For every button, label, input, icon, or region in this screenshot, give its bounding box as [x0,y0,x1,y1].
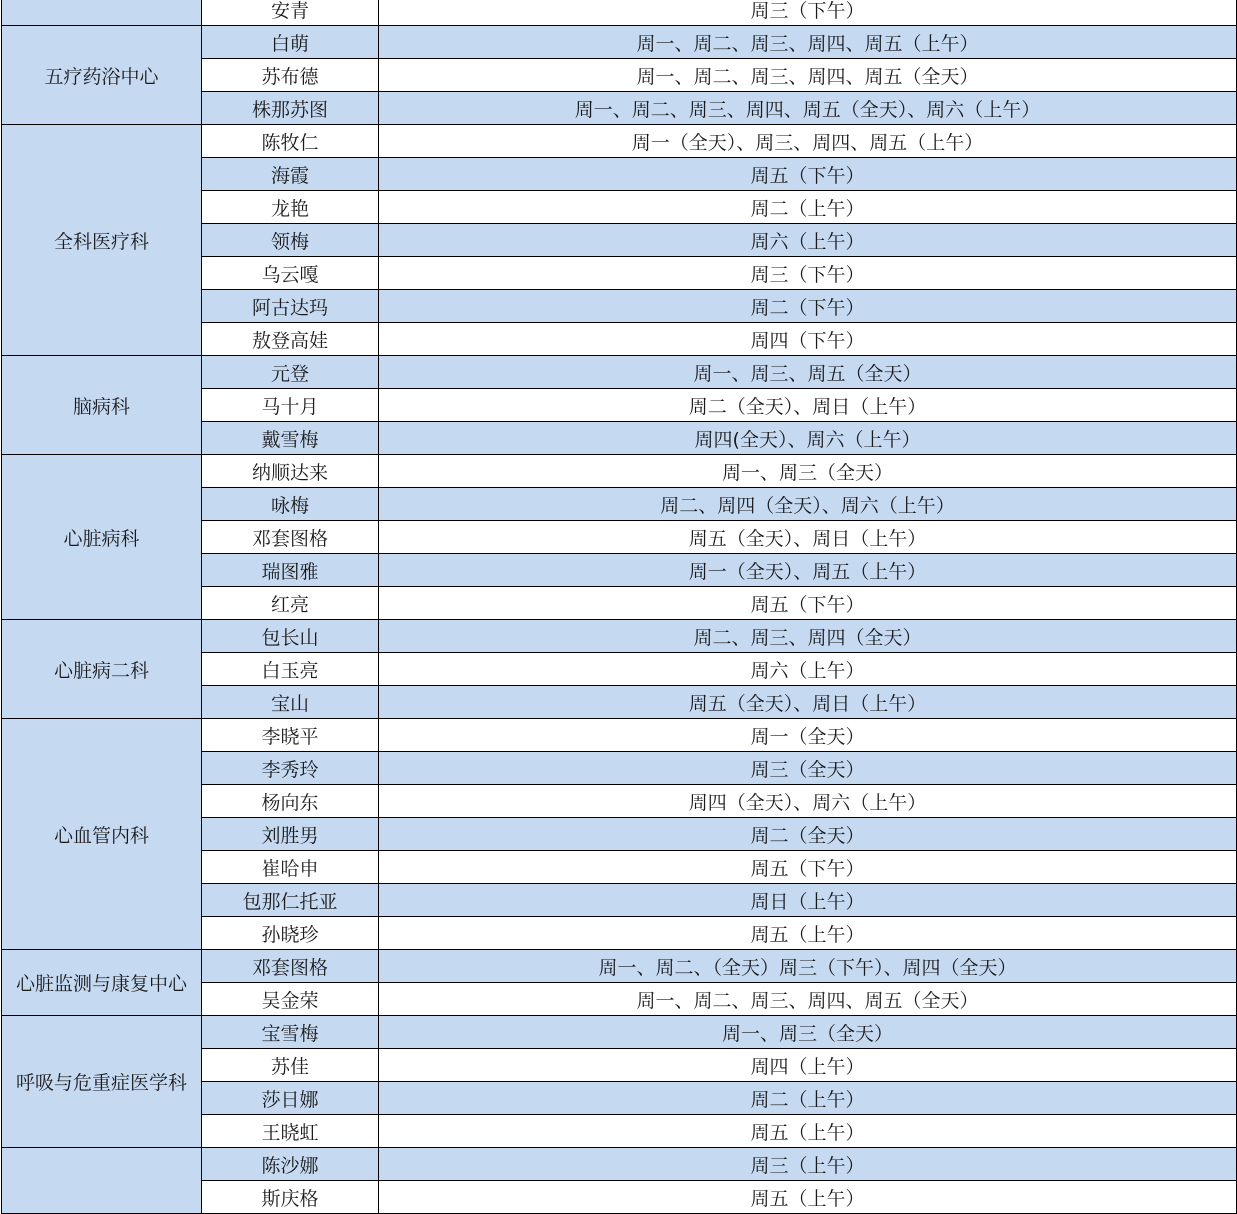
schedule-cell: 周二（上午） [379,1082,1237,1115]
doctor-cell: 莎日娜 [202,1082,379,1115]
schedule-cell: 周五（全天）、周日（上午） [379,686,1237,719]
table-row [2,1148,1237,1181]
doctor-cell: 苏布德 [202,59,379,92]
department-cell: 呼吸与危重症医学科 [2,1016,202,1148]
doctor-cell: 包那仁托亚 [202,884,379,917]
schedule-cell: 周二、周三、周四（全天） [379,620,1237,653]
schedule-cell: 周二（全天） [379,818,1237,851]
schedule-cell: 周三（上午） [379,1148,1237,1181]
schedule-cell: 周一、周二、周三、周四、周五（上午） [379,26,1237,59]
schedule-cell: 周四（全天）、周六（上午） [379,785,1237,818]
schedule-cell: 周三（下午） [379,0,1237,26]
doctor-cell: 崔哈申 [202,851,379,884]
doctor-cell: 宝雪梅 [202,1016,379,1049]
schedule-cell: 周一、周三、周五（全天） [379,356,1237,389]
schedule-cell: 周一、周三（全天） [379,455,1237,488]
table-row [2,1016,1237,1049]
doctor-cell: 红亮 [202,587,379,620]
schedule-cell: 周一（全天） [379,719,1237,752]
schedule-cell: 周四(全天）、周六（上午） [379,422,1237,455]
doctor-cell: 陈沙娜 [202,1148,379,1181]
schedule-cell: 周四（上午） [379,1049,1237,1082]
doctor-cell: 王晓虹 [202,1115,379,1148]
schedule-cell: 周日（上午） [379,884,1237,917]
doctor-cell: 李晓平 [202,719,379,752]
doctor-cell: 瑞图雅 [202,554,379,587]
doctor-cell: 领梅 [202,224,379,257]
table-row [2,0,1237,26]
table-row [2,26,1237,59]
schedule-cell: 周六（上午） [379,653,1237,686]
doctor-cell: 刘胜男 [202,818,379,851]
doctor-cell: 包长山 [202,620,379,653]
schedule-cell: 周二（全天）、周日（上午） [379,389,1237,422]
schedule-cell: 周二（下午） [379,290,1237,323]
doctor-cell: 敖登高娃 [202,323,379,356]
schedule-cell: 周三（全天） [379,752,1237,785]
schedule-cell: 周五（下午） [379,158,1237,191]
department-cell: 心脏病二科 [2,620,202,719]
doctor-cell: 龙艳 [202,191,379,224]
schedule-cell: 周一、周二、（全天）周三（下午）、周四（全天） [379,950,1237,983]
doctor-cell: 纳顺达来 [202,455,379,488]
table-row [2,455,1237,488]
table-row [2,125,1237,158]
doctor-cell: 孙晓珍 [202,917,379,950]
doctor-cell: 元登 [202,356,379,389]
table-row [2,356,1237,389]
doctor-cell: 安青 [202,0,379,26]
doctor-cell: 咏梅 [202,488,379,521]
schedule-cell: 周二、周四（全天）、周六（上午） [379,488,1237,521]
department-cell: 心脏病科 [2,455,202,620]
doctor-cell: 海霞 [202,158,379,191]
department-cell: 全科医疗科 [2,125,202,356]
schedule-cell: 周一（全天）、周三、周四、周五（上午） [379,125,1237,158]
schedule-cell: 周三（下午） [379,257,1237,290]
doctor-cell: 杨向东 [202,785,379,818]
department-cell: 五疗药浴中心 [2,26,202,125]
schedule-cell: 周一、周二、周三、周四、周五（全天）、周六（上午） [379,92,1237,125]
doctor-cell: 李秀玲 [202,752,379,785]
schedule-cell: 周五（全天）、周日（上午） [379,521,1237,554]
doctor-cell: 白玉亮 [202,653,379,686]
department-cell [2,1148,202,1214]
doctor-cell: 邓套图格 [202,950,379,983]
doctor-cell: 苏佳 [202,1049,379,1082]
schedule-cell: 周四（下午） [379,323,1237,356]
department-cell: 心血管内科 [2,719,202,950]
doctor-cell: 白萌 [202,26,379,59]
table-row [2,719,1237,752]
doctor-cell: 邓套图格 [202,521,379,554]
schedule-cell: 周五（上午） [379,917,1237,950]
schedule-cell: 周二（上午） [379,191,1237,224]
schedule-cell: 周一（全天）、周五（上午） [379,554,1237,587]
schedule-cell: 周一、周三（全天） [379,1016,1237,1049]
schedule-cell: 周一、周二、周三、周四、周五（全天） [379,983,1237,1016]
department-cell: 心脏监测与康复中心 [2,950,202,1016]
doctor-cell: 马十月 [202,389,379,422]
doctor-cell: 戴雪梅 [202,422,379,455]
department-cell: 脑病科 [2,356,202,455]
schedule-cell: 周一、周二、周三、周四、周五（全天） [379,59,1237,92]
doctor-cell: 斯庆格 [202,1181,379,1214]
schedule-table [1,0,1237,1214]
doctor-cell: 宝山 [202,686,379,719]
doctor-cell: 陈牧仁 [202,125,379,158]
schedule-table-body [2,0,1237,1214]
doctor-cell: 阿古达玛 [202,290,379,323]
doctor-cell: 株那苏图 [202,92,379,125]
department-cell [2,0,202,26]
table-row [2,620,1237,653]
doctor-cell: 吴金荣 [202,983,379,1016]
schedule-cell: 周五（下午） [379,587,1237,620]
doctor-cell: 乌云嘎 [202,257,379,290]
schedule-cell: 周五（上午） [379,1181,1237,1214]
schedule-cell: 周五（上午） [379,1115,1237,1148]
schedule-cell: 周五（下午） [379,851,1237,884]
table-row [2,950,1237,983]
schedule-cell: 周六（上午） [379,224,1237,257]
